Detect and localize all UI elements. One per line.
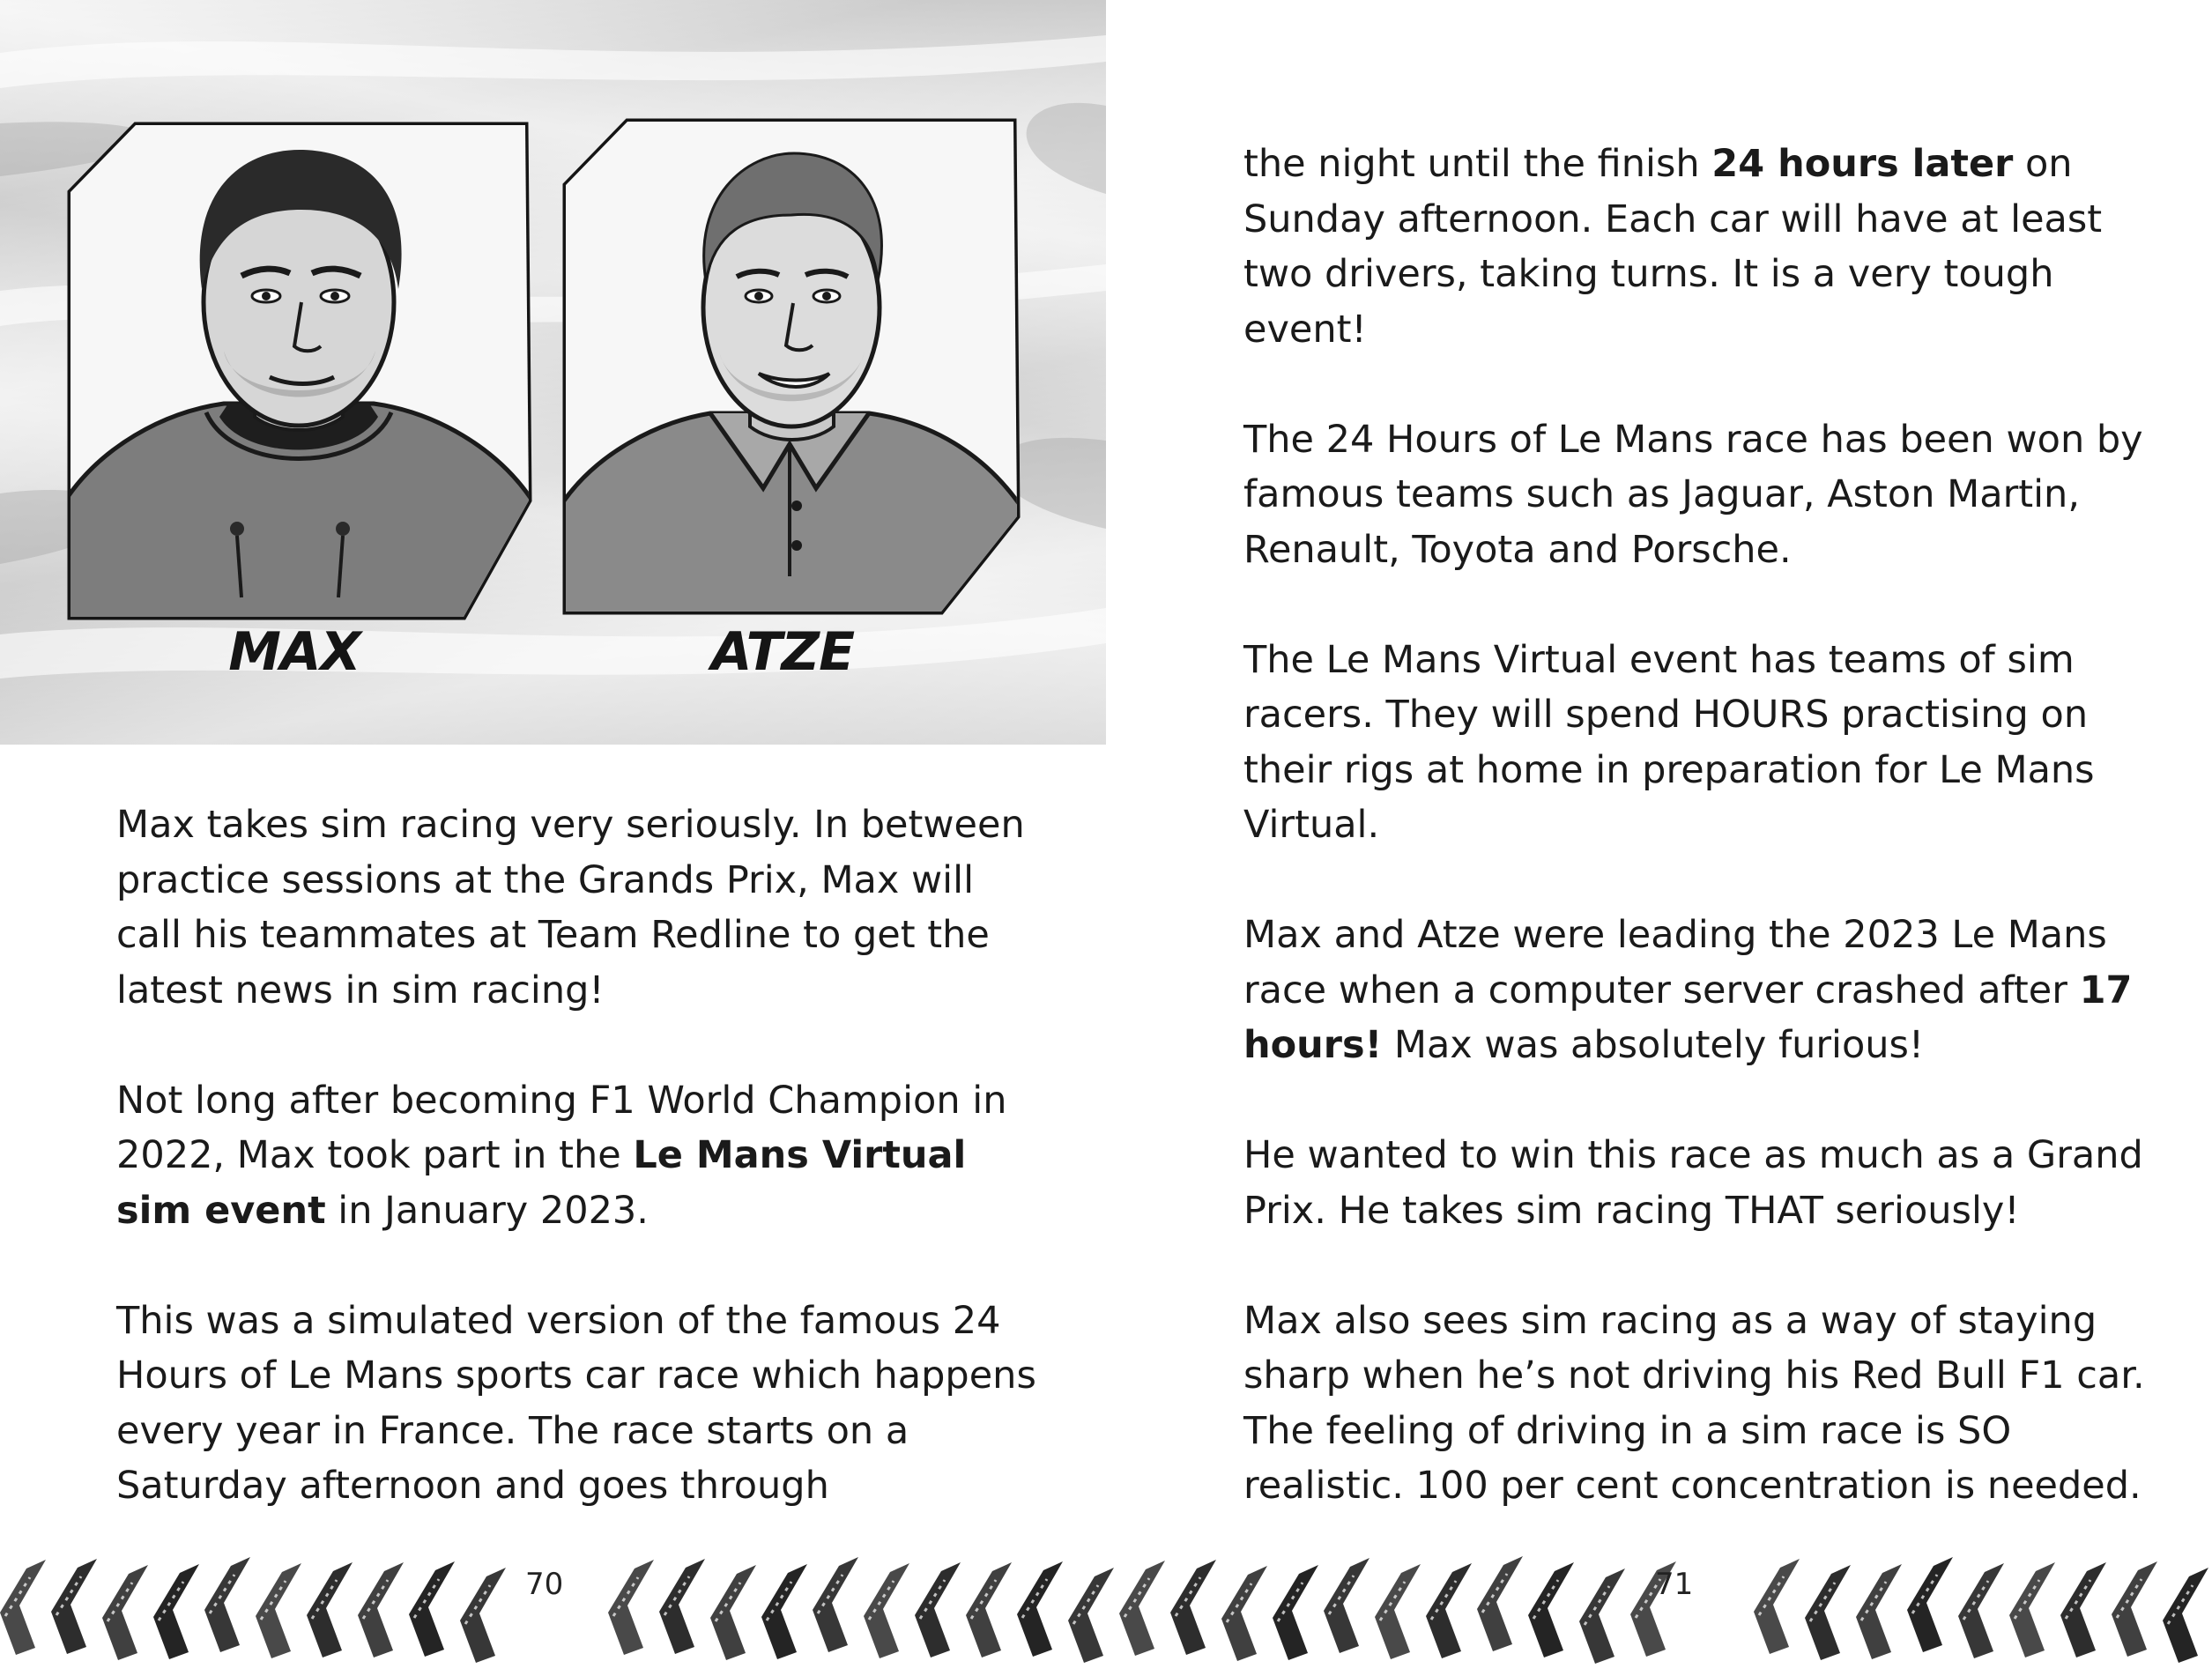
page-number-left: 70: [525, 1567, 564, 1602]
driver-portraits-illustration: [0, 0, 1106, 745]
right-paragraph: Max and Atze were leading the 2023 Le Mans race when a computer server crashed after 17 hours! Max was absolutely furious!: [1243, 913, 2133, 1067]
left-paragraph: This was a simulated version of the famous 24 Hours of Le Mans sports car race which happens every year in France. The race starts on a Saturday afternoon and goes through: [116, 1298, 1036, 1508]
right-paragraph: the night until the finish 24 hours later on Sunday afternoon. Each car will have at least two drivers, taking turns. It is a very tough event!: [1243, 142, 2103, 352]
max-portrait: [65, 122, 532, 620]
right-paragraph: He wanted to win this race as much as a Grand Prix. He takes sim racing THAT seriously!: [1243, 1133, 2143, 1233]
left-paragraph: Not long after becoming F1 World Champion in 2022, Max took part in the Le Mans Virtual sim event in January 2023.: [116, 1078, 1007, 1233]
right-paragraph: Max also sees sim racing as a way of staying sharp when he’s not driving his Red Bull F1 car. The feeling of driving in a sim race is SO realistic. 100 per cent concentration is needed.: [1243, 1298, 2145, 1508]
right-paragraph: The Le Mans Virtual event has teams of sim racers. They will spend HOURS practising on their rigs at home in preparation for Le Mans Virtual.: [1243, 637, 2095, 847]
tyre-track-footer-decoration: [0, 1538, 2212, 1676]
right-page-body: [1243, 137, 2178, 1568]
right-paragraph: The 24 Hours of Le Mans race has been won by famous teams such as Jaguar, Aston Martin, Renault, Toyota and Porsche.: [1243, 417, 2143, 572]
max-name-label: MAX: [228, 621, 360, 683]
atze-portrait: [560, 118, 1021, 617]
left-page-body: [116, 797, 1050, 1568]
left-paragraph: Max takes sim racing very seriously. In between practice sessions at the Grands Prix, Max will call his teammates at Team Redline to get the latest news in sim racing!: [116, 803, 1025, 1012]
atze-name-label: ATZE: [710, 621, 855, 683]
page-number-right: 71: [1655, 1567, 1694, 1602]
